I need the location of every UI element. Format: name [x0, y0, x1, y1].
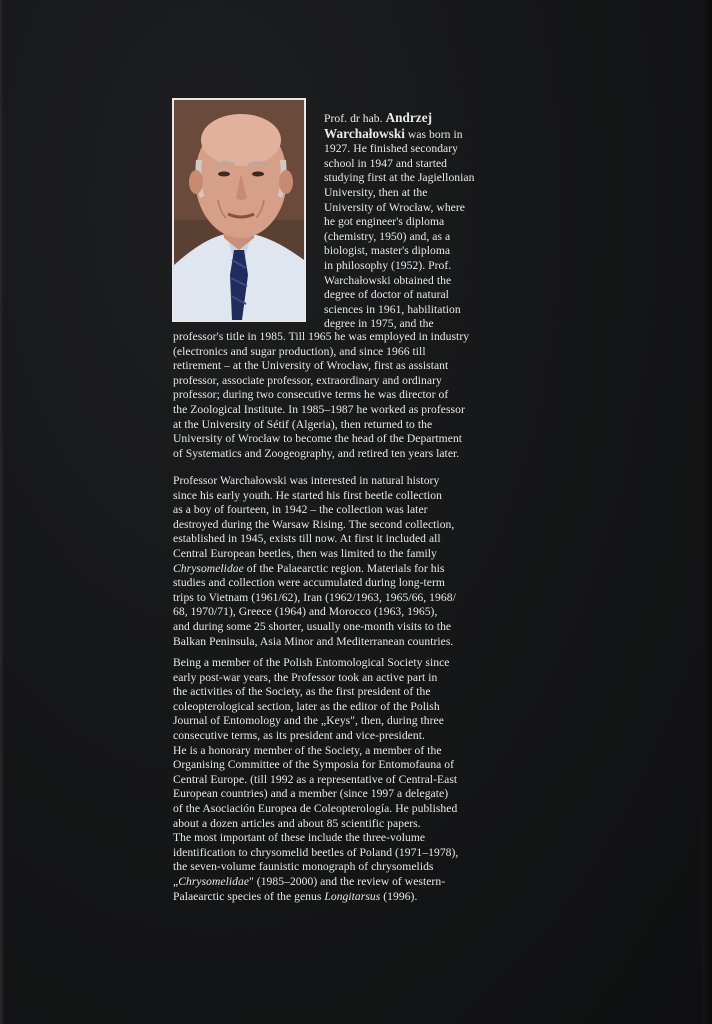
family-name-italic: Chrysomelidae [178, 874, 250, 888]
bio-line: identification to chrysomelid beetles of Poland (1971–1978), [173, 845, 459, 859]
bio-line: Organising Committee of the Symposia for Entomofauna of [173, 758, 455, 772]
family-name-italic: Chrysomelidae [173, 561, 244, 575]
bio-line: retirement – at the University of Wrocław, first as assistant [173, 359, 449, 373]
bio-line: The most important of these include the three-volume [173, 831, 426, 845]
bio-line: degree of doctor of natural [324, 288, 449, 302]
bio-line: at the University of Sétif (Algeria), then returned to the [173, 417, 433, 431]
bio-text: „ [173, 874, 179, 888]
author-portrait [172, 98, 306, 322]
bio-line: established in 1945, exists till now. At first it included all [173, 532, 441, 546]
bio-line: the activities of the Society, as the first president of the [173, 685, 431, 699]
bio-line: professor, associate professor, extraordinary and ordinary [173, 373, 442, 387]
bio-line: professor; during two consecutive terms he was director of [173, 388, 449, 402]
bio-line: Warchałowski obtained the [324, 273, 452, 287]
bio-line: since his early youth. He started his first beetle collection [173, 488, 442, 502]
bio-line [173, 562, 485, 577]
bio-line: Journal of Entomology and the „Keys", then, during three [173, 714, 444, 728]
bio-line [324, 127, 484, 143]
bio-line: Central European beetles, then was limited to the family [173, 546, 437, 560]
bio-line: University, then at the [324, 185, 428, 199]
bio-line: coleopterological section, later as the editor of the Polish [173, 699, 440, 713]
bio-line: professor's title in 1985. Till 1965 he was employed in industry [173, 330, 470, 343]
bio-line: of Systematics and Zoogeography, and retired ten years later. [173, 446, 460, 460]
bio-paragraph-2 [173, 474, 485, 649]
bio-line: early post-war years, the Professor took an active part in [173, 670, 438, 684]
bio-text: of the Palaearctic region. Materials for his [243, 561, 445, 575]
bio-paragraph-1-side [324, 111, 484, 332]
bio-line [324, 111, 484, 127]
bio-line: studies and collection were accumulated during long-term [173, 576, 445, 590]
bio-line: sciences in 1961, habilitation [324, 302, 461, 316]
bio-line: University of Wrocław, where [324, 200, 465, 214]
bio-line: 1927. He finished secondary [324, 142, 458, 156]
bio-line [173, 890, 485, 905]
bio-line: biologist, master's diploma [324, 244, 451, 258]
spine-edge [0, 0, 4, 1024]
bio-line: the seven-volume faunistic monograph of chrysomelids [173, 860, 434, 874]
cover-right-edge [702, 0, 712, 1024]
bio-line: as a boy of fourteen, in 1942 – the collection was later [173, 503, 428, 517]
bio-paragraph-3 [173, 656, 485, 904]
author-first-name: Andrzej [385, 110, 433, 125]
bio-line: studying first at the Jagiellonian [324, 171, 475, 185]
bio-line: (chemistry, 1950) and, as a [324, 229, 451, 243]
bio-line: Being a member of the Polish Entomological Society since [173, 656, 450, 669]
portrait-illustration [174, 100, 304, 320]
bio-line: Central Europe. (till 1992 as a representative of Central-East [173, 772, 458, 786]
bio-text: (1996). [380, 889, 418, 903]
bio-line: school in 1947 and started [324, 156, 448, 170]
bio-line: Balkan Peninsula, Asia Minor and Mediterranean countries. [173, 634, 454, 648]
bio-line: and during some 25 shorter, usually one-month visits to the [173, 619, 452, 633]
bio-line: destroyed during the Warsaw Rising. The second collection, [173, 517, 455, 531]
bio-line: 68, 1970/71), Greece (1964) and Morocco (1963, 1965), [173, 605, 438, 619]
bio-line: in philosophy (1952). Prof. [324, 258, 452, 272]
bio-line: (electronics and sugar production), and since 1966 till [173, 344, 426, 358]
bio-line: consecutive terms, as its president and vice-president. [173, 728, 425, 742]
title-prefix: Prof. dr hab. [324, 112, 386, 125]
bio-line: He is a honorary member of the Society, a member of the [173, 743, 442, 757]
bio-line: about a dozen articles and about 85 scientific papers. [173, 816, 421, 830]
author-last-name: Warchałowski [324, 125, 405, 141]
bio-paragraph-1-full [173, 330, 485, 461]
bio-text: Palaearctic species of the genus [173, 889, 325, 903]
bio-line [173, 875, 485, 890]
bio-line: University of Wrocław to become the head of the Department [173, 432, 463, 446]
bio-line: the Zoological Institute. In 1985–1987 he worked as professor [173, 402, 465, 416]
bio-text: " (1985–2000) and the review of western- [249, 874, 446, 888]
bio-line: Professor Warchałowski was interested in natural history [173, 474, 440, 487]
bio-line: European countries) and a member (since 1997 a delegate) [173, 787, 449, 801]
bio-line: degree in 1975, and the [324, 317, 434, 331]
bio-line: of the Asociación Europea de Coleopterología. He published [173, 801, 458, 815]
bio-line: he got engineer's diploma [324, 215, 445, 229]
bio-line: trips to Vietnam (1961/62), Iran (1962/1963, 1965/66, 1968/ [173, 590, 456, 604]
bio-text: was born in [404, 127, 463, 141]
genus-name-italic: Longitarsus [324, 889, 381, 903]
